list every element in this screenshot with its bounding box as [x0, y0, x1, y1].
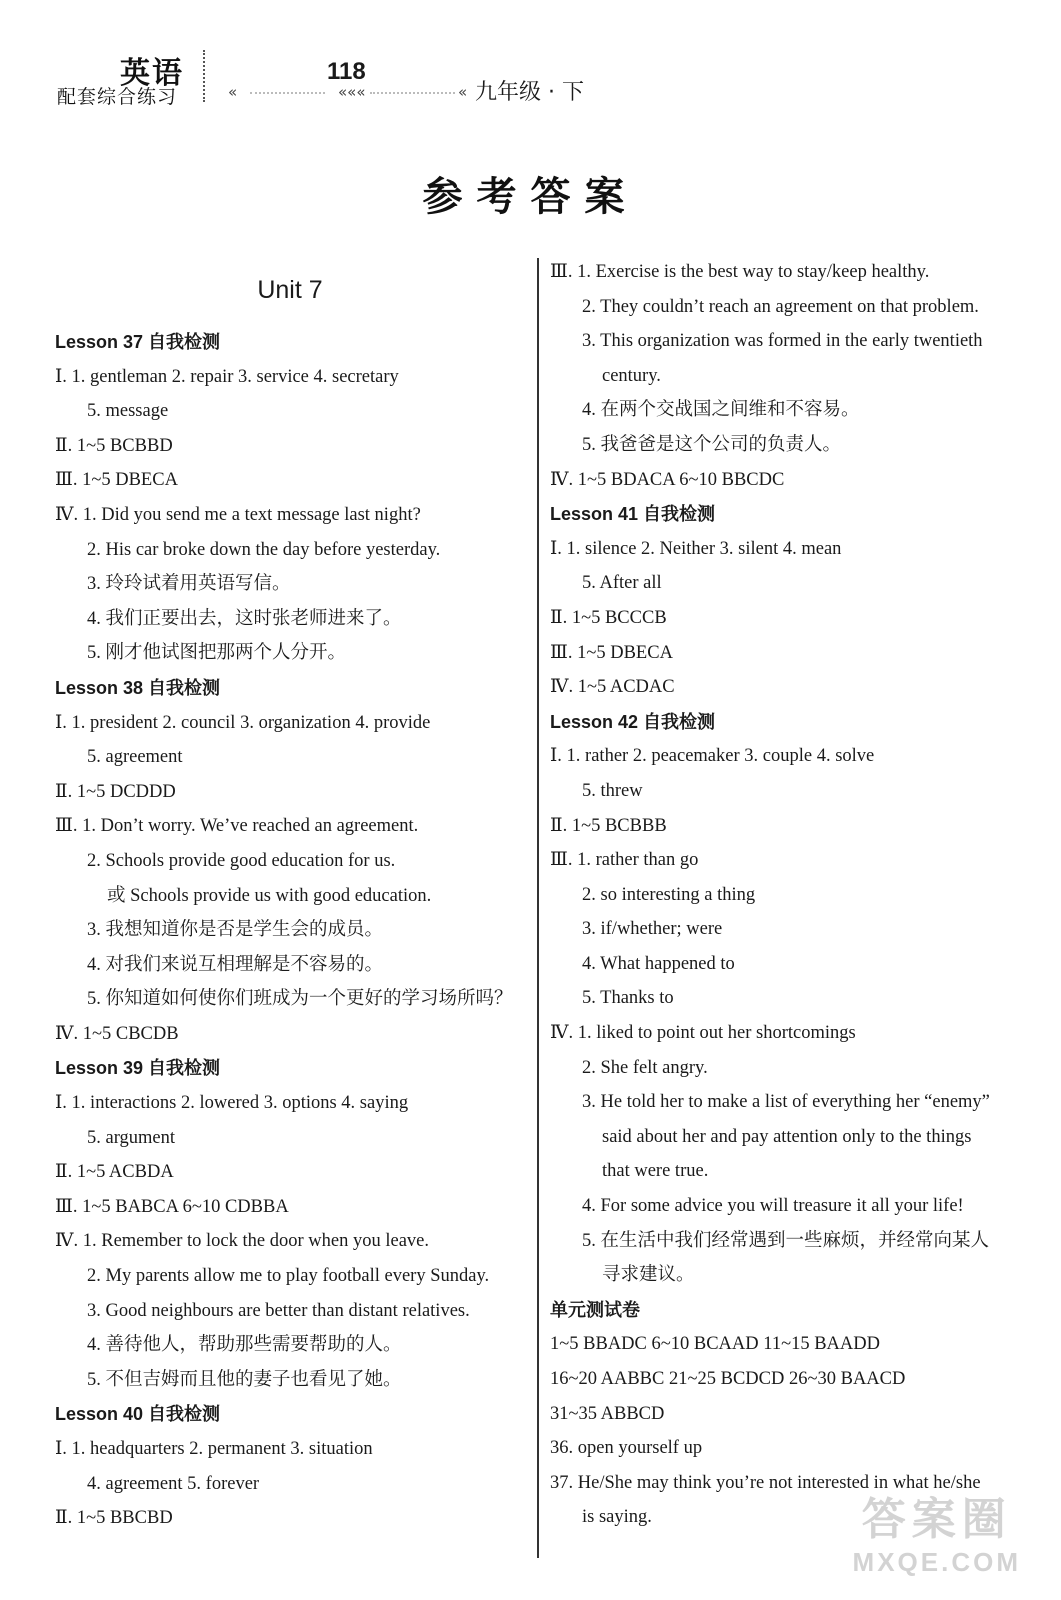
answer-line: Ⅱ. 1~5 BBCBD — [55, 1508, 173, 1529]
chevron-left-icon: « — [228, 83, 238, 101]
answer-line: Ⅳ. 1~5 ACDAC — [550, 677, 675, 698]
answer-line: Ⅳ. 1. Remember to lock the door when you leave. — [55, 1231, 429, 1252]
answer-line: said about her and pay attention only to the things — [602, 1126, 972, 1147]
answer-line: 3. 我想知道你是否是学生会的成员。 — [87, 920, 384, 941]
answer-line: 2. She felt angry. — [582, 1057, 708, 1078]
answer-line: 16~20 AABBC 21~25 BCDCD 26~30 BAACD — [550, 1369, 906, 1389]
answer-line: Ⅰ. 1. rather 2. peacemaker 3. couple 4. solve — [550, 746, 875, 767]
answer-line: 2. Schools provide good education for us. — [87, 850, 396, 871]
answer-line: 31~35 ABBCD — [550, 1403, 665, 1424]
answer-line: 4. 我们正要出去，这时张老师进来了。 — [87, 608, 402, 629]
answer-line: 3. He told her to make a list of everything her “enemy” — [582, 1092, 990, 1113]
section-heading: Lesson 41 自我检测 — [550, 504, 716, 525]
answer-line: Ⅱ. 1~5 BCCCB — [550, 607, 667, 628]
answer-line: 3. This organization was formed in the early twentieth — [582, 331, 983, 352]
column-divider — [537, 258, 539, 1558]
answer-line: 5. Thanks to — [582, 988, 674, 1009]
answer-line: 5. agreement — [87, 747, 183, 768]
chevron-right-icon: « — [458, 83, 468, 101]
page-title: 参考答案 — [422, 174, 639, 220]
answer-line: 2. so interesting a thing — [582, 884, 756, 905]
answer-line: 36. open yourself up — [550, 1438, 703, 1459]
watermark-logo — [853, 1483, 1021, 1578]
section-heading: Lesson 37 自我检测 — [55, 332, 221, 352]
answer-line: Ⅲ. 1~5 DBECA — [550, 642, 673, 663]
page-number: 118 — [327, 58, 366, 85]
left-column — [55, 255, 525, 1536]
answer-line: 5. After all — [582, 573, 662, 594]
answer-line: 5. 我爸爸是这个公司的负责人。 — [582, 434, 842, 455]
watermark-text: 答案圈 — [861, 1494, 1012, 1545]
answer-line: 5. 在生活中我们经常遇到一些麻烦，并经常向某人 — [582, 1230, 990, 1251]
answer-line: 4. 对我们来说互相理解是不容易的。 — [87, 954, 384, 975]
dotted-rule — [370, 92, 455, 94]
answer-line: 5. 刚才他试图把那两个人分开。 — [87, 643, 347, 664]
answer-line: 4. agreement 5. forever — [87, 1473, 260, 1494]
unit-heading: Unit 7 — [257, 276, 323, 304]
answer-line: 3. 玲玲试着用英语写信。 — [87, 574, 291, 595]
answer-line: 5. 不但吉姆而且他的妻子也看见了她。 — [87, 1369, 402, 1390]
answer-line: Ⅳ. 1~5 CBCDB — [55, 1023, 179, 1044]
answer-line: 4. 善待他人，帮助那些需要帮助的人。 — [87, 1335, 402, 1356]
answer-line: 4. For some advice you will treasure it all your life! — [582, 1196, 964, 1217]
dotted-rule — [250, 92, 325, 94]
section-heading: Lesson 39 自我检测 — [55, 1058, 221, 1079]
answer-line: 5. argument — [87, 1127, 176, 1148]
answer-line: 3. Good neighbours are better than distant relatives. — [87, 1300, 470, 1321]
answer-line: is saying. — [582, 1507, 652, 1528]
answer-line: Ⅲ. 1~5 DBECA — [55, 470, 178, 491]
answer-line: Ⅰ. 1. gentleman 2. repair 3. service 4. secretary — [55, 366, 399, 387]
answer-line: Ⅲ. 1. rather than go — [550, 850, 699, 871]
section-heading: 单元测试卷 — [550, 1299, 640, 1320]
answer-line: 37. He/She may think you’re not interested in what he/she — [550, 1472, 981, 1493]
answer-line: Ⅱ. 1~5 BCBBB — [550, 815, 667, 836]
page-header — [0, 0, 1061, 120]
answer-line: Ⅳ. 1. Did you send me a text message last night? — [55, 504, 421, 525]
answer-line: Ⅱ. 1~5 ACBDA — [55, 1162, 174, 1183]
book-title: 英语 — [120, 56, 184, 91]
book-subtitle: 配套综合练习 — [57, 86, 178, 108]
answer-line: Ⅲ. 1. Exercise is the best way to stay/keep healthy. — [550, 262, 930, 282]
answer-line: Ⅳ. 1~5 BDACA 6~10 BBCDC — [550, 469, 785, 490]
section-heading: Lesson 38 自我检测 — [55, 677, 221, 698]
answer-line: Ⅳ. 1. liked to point out her shortcomings — [550, 1023, 856, 1044]
answer-line: 寻求建议。 — [602, 1265, 695, 1286]
answer-line: 2. My parents allow me to play football every Sunday. — [87, 1266, 490, 1287]
grade-label: 九年级 · 下 — [475, 80, 584, 105]
answer-line: 2. His car broke down the day before yesterday. — [87, 539, 441, 560]
answer-line: that were true. — [602, 1161, 709, 1182]
answer-line: 5. message — [87, 401, 169, 422]
answer-line: 或 Schools provide us with good education. — [107, 885, 432, 906]
header-divider — [203, 50, 205, 102]
answer-line: Ⅲ. 1~5 BABCA 6~10 CDBBA — [55, 1196, 289, 1217]
section-heading: Lesson 42 自我检测 — [550, 711, 716, 732]
answer-line: 5. 你知道如何使你们班成为一个更好的学习场所吗？ — [87, 989, 513, 1010]
answer-line: 2. They couldn’t reach an agreement on that problem. — [582, 296, 979, 317]
watermark-url: MXQE.COM — [852, 1547, 1021, 1577]
answer-line: 4. 在两个交战国之间维和不容易。 — [582, 400, 860, 421]
answer-line: Ⅲ. 1. Don’t worry. We’ve reached an agreement. — [55, 816, 419, 837]
chevron-mid-icon: ««« — [338, 83, 366, 101]
answer-line: 4. What happened to — [582, 953, 735, 974]
answer-line: century. — [602, 365, 661, 386]
answer-line: Ⅰ. 1. president 2. council 3. organization 4. provide — [55, 712, 431, 733]
answer-line: Ⅰ. 1. interactions 2. lowered 3. options 4. saying — [55, 1093, 409, 1114]
answer-line: 1~5 BBADC 6~10 BCAAD 11~15 BAADD — [550, 1334, 880, 1355]
answer-line: Ⅰ. 1. headquarters 2. permanent 3. situation — [55, 1439, 373, 1459]
section-heading: Lesson 40 自我检测 — [55, 1404, 221, 1425]
right-column — [550, 255, 1020, 1535]
answer-line: 5. threw — [582, 780, 643, 801]
answer-line: Ⅱ. 1~5 DCDDD — [55, 781, 176, 802]
answer-line: Ⅰ. 1. silence 2. Neither 3. silent 4. mean — [550, 538, 842, 559]
answer-line: Ⅱ. 1~5 BCBBD — [55, 435, 173, 456]
answer-line: 3. if/whether; were — [582, 919, 723, 940]
